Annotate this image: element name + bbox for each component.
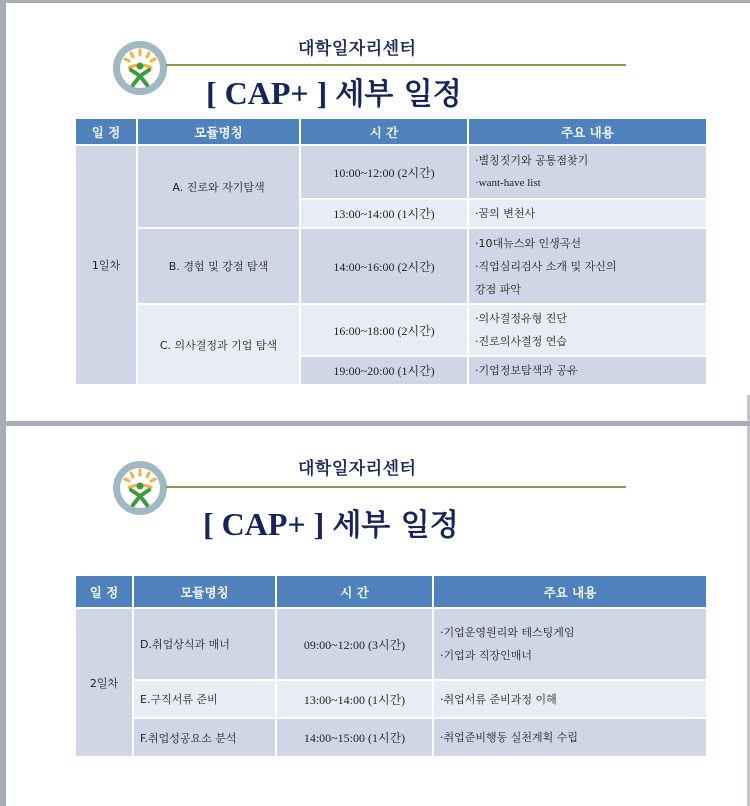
schedule-table xyxy=(74,574,708,758)
session-content xyxy=(469,357,706,384)
table-row xyxy=(76,305,706,355)
session-content xyxy=(434,609,706,679)
content-item: ·의사결정유형 진단 xyxy=(475,312,568,325)
content-item: ·10대뉴스와 인생곡선 xyxy=(475,236,581,250)
module-name: B. 경험 및 강점 탐색 xyxy=(138,229,299,303)
day-cell: 1일차 xyxy=(76,146,136,384)
header-day: 일 정 xyxy=(76,119,136,144)
session-time: 16:00~18:00 (2시간) xyxy=(301,305,467,355)
session-content xyxy=(469,146,706,198)
content-item: ·기업정보탐색과 공유 xyxy=(475,364,578,377)
page-title xyxy=(206,69,462,113)
session-content xyxy=(434,681,706,717)
table-header xyxy=(76,576,706,607)
session-time: 10:00~12:00 (2시간) xyxy=(301,146,467,198)
header-content: 주요 내용 xyxy=(469,119,706,144)
module-name: D.취업상식과 매너 xyxy=(134,609,275,679)
header-time: 시 간 xyxy=(277,576,432,607)
table-row xyxy=(76,146,706,198)
content-item: ·별칭짓기와 공통점찾기 xyxy=(475,154,589,167)
header-rule xyxy=(166,486,626,488)
content-item: ·기업과 직장인매너 xyxy=(440,649,533,662)
session-time: 13:00~14:00 (1시간) xyxy=(277,681,432,717)
title-ko: 세부 일정 xyxy=(335,77,462,112)
content-item: ·꿈의 변천사 xyxy=(475,207,536,220)
session-time: 09:00~12:00 (3시간) xyxy=(277,609,432,679)
college-emblem-icon xyxy=(112,40,168,96)
title-ko: 세부 일정 xyxy=(332,508,459,543)
header-module: 모듈명칭 xyxy=(134,576,275,607)
table-row xyxy=(76,681,706,717)
schedule-table xyxy=(74,117,708,386)
session-content xyxy=(469,305,706,355)
session-time: 19:00~20:00 (1시간) xyxy=(301,357,467,384)
content-item: ·want-have list xyxy=(475,177,541,189)
module-name: F.취업성공요소 분석 xyxy=(134,719,275,756)
day-cell: 2일차 xyxy=(76,609,132,756)
session-content xyxy=(469,229,706,303)
content-item: ·취업준비행동 실천계획 수립 xyxy=(440,731,579,744)
table-row xyxy=(76,609,706,679)
slide-day-2 xyxy=(6,426,747,806)
title-en: [ CAP+ ] xyxy=(206,75,328,111)
session-content xyxy=(434,719,706,756)
content-item: ·취업서류 준비과정 이해 xyxy=(440,692,557,706)
content-item: ·기업운영원리와 테스팅게임 xyxy=(440,626,575,639)
college-emblem-icon xyxy=(112,460,168,516)
header-day: 일 정 xyxy=(76,576,132,607)
table-row xyxy=(76,229,706,303)
module-name: C. 의사결정과 기업 탐색 xyxy=(138,305,299,384)
org-name: 대학일자리센터 xyxy=(298,459,417,479)
session-time: 13:00~14:00 (1시간) xyxy=(301,200,467,227)
title-en: [ CAP+ ] xyxy=(203,506,325,542)
org-name: 대학일자리센터 xyxy=(298,39,417,59)
content-item: 강점 파악 xyxy=(475,282,522,296)
table-header xyxy=(76,119,706,144)
header-time: 시 간 xyxy=(301,119,467,144)
header-content: 주요 내용 xyxy=(434,576,706,607)
session-time: 14:00~16:00 (2시간) xyxy=(301,229,467,303)
content-item: ·직업심리검사 소개 및 자신의 xyxy=(475,259,617,273)
table-row xyxy=(76,719,706,756)
module-name: A. 진로와 자기탐색 xyxy=(138,146,299,227)
header-module: 모듈명칭 xyxy=(138,119,299,144)
session-time: 14:00~15:00 (1시간) xyxy=(277,719,432,756)
module-name: E.구직서류 준비 xyxy=(134,681,275,717)
header-rule xyxy=(166,64,626,66)
page-title xyxy=(203,500,459,544)
session-content xyxy=(469,200,706,227)
slide-day-1 xyxy=(6,3,747,421)
content-item: ·진로의사결정 연습 xyxy=(475,335,568,348)
